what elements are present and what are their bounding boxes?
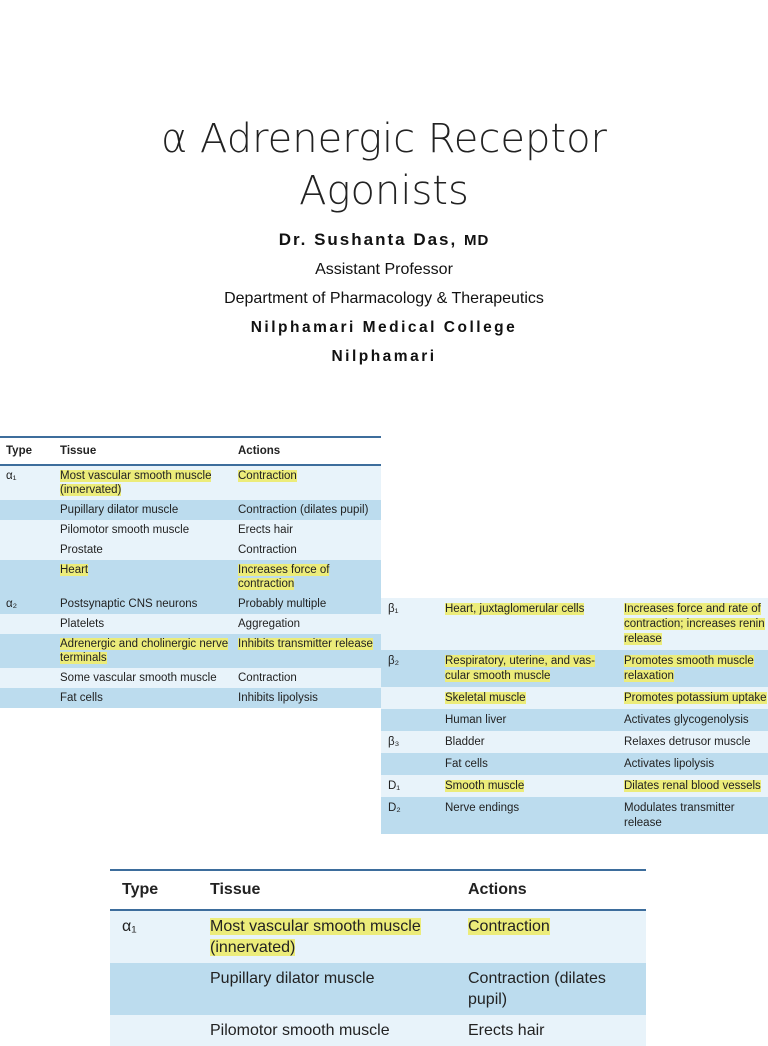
tissue-cell: Pupillary dilator muscle <box>54 500 232 520</box>
table-row <box>0 614 381 634</box>
tissue-cell: Human liver <box>438 709 617 731</box>
table-row <box>381 650 768 687</box>
tissue-cell: Bladder <box>438 731 617 753</box>
action-cell <box>617 650 768 687</box>
action-text: Increases force and rate of contraction; increases renin release <box>624 603 765 645</box>
tissue-cell <box>438 775 617 797</box>
column-header-type: Type <box>110 870 198 910</box>
receptor-type-cell <box>0 520 54 540</box>
action-text: Dilates renal blood vessels <box>624 780 761 792</box>
receptor-type-cell <box>0 614 54 634</box>
table-row <box>110 963 646 1015</box>
tissue-cell <box>54 465 232 500</box>
action-text: Increases force of contraction <box>238 564 330 590</box>
table-row <box>0 634 381 668</box>
alpha-receptor-table-enlarged <box>110 869 646 1046</box>
action-cell: Probably multiple <box>232 594 381 614</box>
tissue-cell: Pupillary dilator muscle <box>198 963 456 1015</box>
table-row <box>381 797 768 834</box>
table-row <box>381 731 768 753</box>
table-row <box>110 910 646 963</box>
author-position: Assistant Professor <box>315 261 453 278</box>
table-row <box>381 598 768 650</box>
tissue-text: Most vascular smooth muscle (innervated) <box>60 470 212 496</box>
author-city: Nilphamari <box>331 348 437 365</box>
tissue-cell: Pilomotor smooth muscle <box>54 520 232 540</box>
tissue-cell: Postsynaptic CNS neurons <box>54 594 232 614</box>
receptor-type-cell <box>0 540 54 560</box>
receptor-type-cell: β₂ <box>381 650 438 687</box>
action-cell: Contraction (dilates pupil) <box>232 500 381 520</box>
column-header-actions: Actions <box>232 437 381 465</box>
action-cell: Contraction <box>232 668 381 688</box>
action-cell <box>617 598 768 650</box>
action-cell <box>617 687 768 709</box>
table-row <box>0 500 381 520</box>
receptor-type-cell: α₁ <box>110 910 198 963</box>
author-name <box>0 230 768 250</box>
tissue-cell: Prostate <box>54 540 232 560</box>
tissue-text: Respiratory, uterine, and vas-cular smooth muscle <box>445 655 595 682</box>
tissue-cell: Platelets <box>54 614 232 634</box>
action-text: Contraction <box>468 918 550 935</box>
table-row <box>0 465 381 500</box>
action-cell: Erects hair <box>232 520 381 540</box>
column-header-type: Type <box>0 437 54 465</box>
action-text: Promotes smooth muscle relaxation <box>624 655 754 682</box>
table-row <box>381 709 768 731</box>
tissue-text: Adrenergic and cholinergic nerve terminals <box>60 638 229 664</box>
tissue-cell <box>54 560 232 594</box>
tissue-cell: Pilomotor smooth muscle <box>198 1015 456 1046</box>
table-row <box>0 540 381 560</box>
action-cell: Modulates transmitter release <box>617 797 768 834</box>
action-cell <box>456 910 646 963</box>
action-cell <box>232 634 381 668</box>
receptor-type-cell: D₂ <box>381 797 438 834</box>
tissue-text: Smooth muscle <box>445 780 525 792</box>
action-cell: Inhibits lipolysis <box>232 688 381 708</box>
tissue-text: Heart, juxtaglomerular cells <box>445 603 585 615</box>
action-text: Inhibits transmitter release <box>238 638 373 650</box>
tissue-text: Skeletal muscle <box>445 692 526 704</box>
action-cell <box>232 560 381 594</box>
action-cell: Relaxes detrusor muscle <box>617 731 768 753</box>
action-cell: Contraction <box>232 540 381 560</box>
action-cell: Erects hair <box>456 1015 646 1046</box>
tissue-cell: Some vascular smooth muscle <box>54 668 232 688</box>
action-text: Promotes potassium uptake <box>624 692 767 704</box>
tissue-cell <box>198 910 456 963</box>
table-header-row <box>0 437 381 465</box>
receptor-type-cell: β₁ <box>381 598 438 650</box>
action-cell: Activates glycogenolysis <box>617 709 768 731</box>
column-header-tissue: Tissue <box>54 437 232 465</box>
receptor-type-cell <box>0 634 54 668</box>
title-line-1: α Adrenergic Receptor <box>160 116 608 162</box>
action-text: Contraction <box>238 470 297 482</box>
author-college: Nilphamari Medical College <box>250 319 518 336</box>
title-line-2: Agonists <box>299 168 469 214</box>
table-row <box>381 753 768 775</box>
receptor-type-cell <box>110 963 198 1015</box>
tissue-cell: Fat cells <box>438 753 617 775</box>
receptor-type-cell <box>381 753 438 775</box>
author-department: Department of Pharmacology & Therapeutics <box>224 290 544 307</box>
action-cell: Contraction (dilates pupil) <box>456 963 646 1015</box>
receptor-type-cell: β₃ <box>381 731 438 753</box>
author-name-text: Dr. Sushanta Das, <box>278 230 458 249</box>
receptor-type-cell <box>0 500 54 520</box>
table-row <box>110 1015 646 1046</box>
action-cell <box>232 465 381 500</box>
receptor-type-cell <box>0 688 54 708</box>
tissue-cell <box>438 687 617 709</box>
tissue-text: Most vascular smooth muscle (innervated) <box>210 918 421 956</box>
table-row <box>381 687 768 709</box>
table-row <box>381 775 768 797</box>
receptor-type-cell: α₁ <box>0 465 54 500</box>
table-row <box>0 594 381 614</box>
action-cell: Aggregation <box>232 614 381 634</box>
action-cell <box>617 775 768 797</box>
column-header-actions: Actions <box>456 870 646 910</box>
receptor-type-cell <box>110 1015 198 1046</box>
action-cell: Activates lipolysis <box>617 753 768 775</box>
receptor-type-cell <box>0 668 54 688</box>
column-header-tissue: Tissue <box>198 870 456 910</box>
tissue-cell <box>54 634 232 668</box>
tissue-cell: Fat cells <box>54 688 232 708</box>
receptor-type-cell: α₂ <box>0 594 54 614</box>
tissue-cell <box>438 598 617 650</box>
receptor-type-cell <box>381 687 438 709</box>
receptor-type-cell <box>0 560 54 594</box>
table-row <box>0 688 381 708</box>
table-row <box>0 668 381 688</box>
table-row <box>0 560 381 594</box>
receptor-type-cell <box>381 709 438 731</box>
table-header-row <box>110 870 646 910</box>
tissue-cell: Nerve endings <box>438 797 617 834</box>
tissue-cell <box>438 650 617 687</box>
beta-dopamine-receptor-table <box>381 598 768 834</box>
tissue-text: Heart <box>60 564 89 576</box>
table-row <box>0 520 381 540</box>
author-degree: MD <box>463 232 490 249</box>
receptor-type-cell: D₁ <box>381 775 438 797</box>
alpha-receptor-table <box>0 436 381 708</box>
slide-title <box>0 113 768 217</box>
